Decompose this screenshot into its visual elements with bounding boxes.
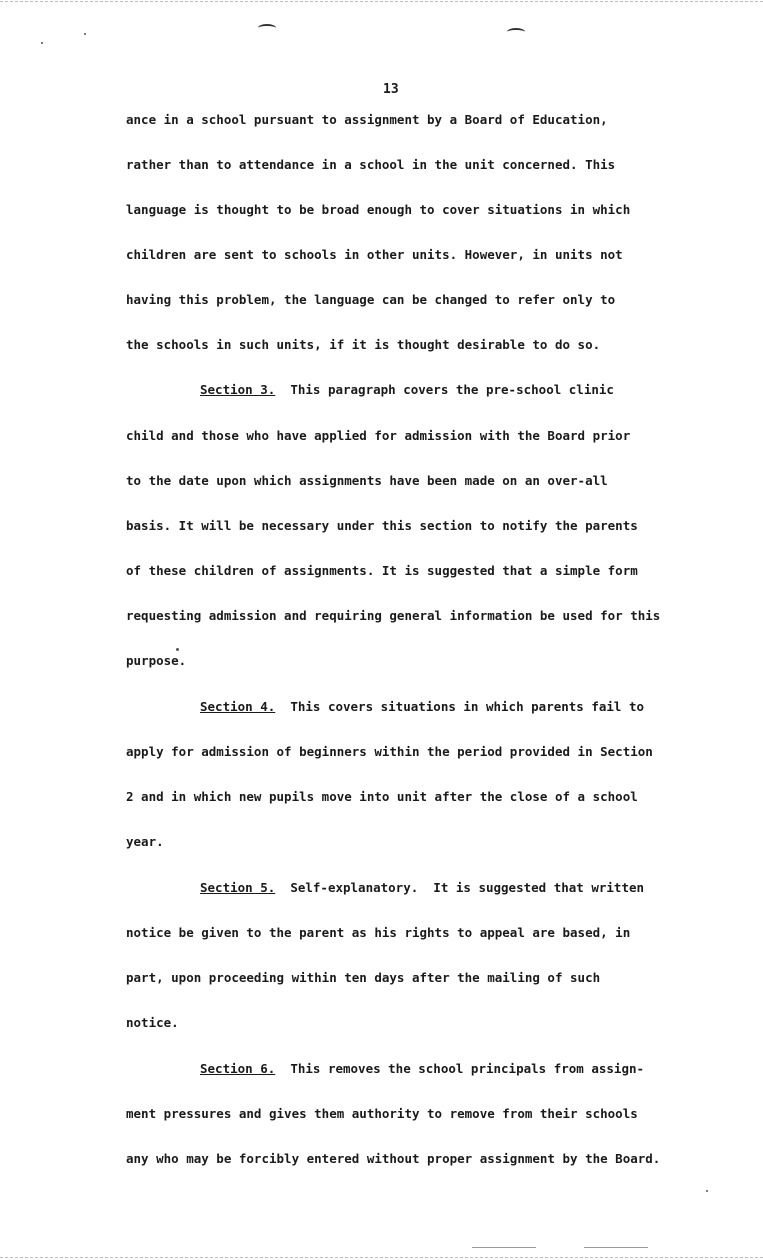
section-5-first-line	[200, 880, 644, 895]
text-line: requesting admission and requiring general information be used for this	[126, 608, 661, 623]
section-text: This paragraph covers the pre-school clinic	[275, 382, 614, 397]
page-bottom-edge	[0, 1257, 763, 1258]
speck-mark	[706, 1190, 708, 1192]
section-text: This removes the school principals from assign-	[275, 1061, 645, 1076]
text-line: of these children of assignments. It is suggested that a simple form	[126, 563, 638, 578]
section-4-first-line	[200, 699, 644, 714]
text-line: apply for admission of beginners within the period provided in Section	[126, 744, 653, 759]
section-text: Self-explanatory. It is suggested that written	[275, 880, 645, 895]
text-line: year.	[126, 834, 164, 849]
footer-rule	[584, 1247, 648, 1248]
section-heading: Section 3.	[200, 382, 276, 397]
text-line: ment pressures and gives them authority to remove from their schools	[126, 1106, 638, 1121]
text-line: to the date upon which assignments have been made on an over-all	[126, 473, 608, 488]
text-line: the schools in such units, if it is thought desirable to do so.	[126, 337, 601, 352]
text-line: ance in a school pursuant to assignment by a Board of Education,	[126, 112, 608, 127]
section-heading: Section 4.	[200, 699, 276, 714]
page-top-edge	[0, 1, 763, 2]
text-line: child and those who have applied for admission with the Board prior	[126, 428, 631, 443]
text-line: purpose.	[126, 653, 187, 668]
speck-mark	[84, 33, 86, 35]
text-line: children are sent to schools in other units. However, in units not	[126, 247, 623, 262]
section-6-first-line	[200, 1061, 644, 1076]
page-number: 13	[383, 82, 399, 97]
text-line: any who may be forcibly entered without proper assignment by the Board.	[126, 1151, 661, 1166]
section-text: This covers situations in which parents fail to	[275, 699, 645, 714]
speck-mark	[41, 42, 43, 44]
text-line: basis. It will be necessary under this section to notify the parents	[126, 518, 638, 533]
speck-mark	[176, 648, 179, 651]
section-heading: Section 6.	[200, 1061, 276, 1076]
text-line: language is thought to be broad enough to cover situations in which	[126, 202, 631, 217]
section-3-first-line	[200, 382, 614, 397]
text-line: 2 and in which new pupils move into unit after the close of a school	[126, 789, 638, 804]
text-line: having this problem, the language can be changed to refer only to	[126, 292, 616, 307]
text-line: notice be given to the parent as his rights to appeal are based, in	[126, 925, 631, 940]
punch-mark-right	[507, 28, 525, 36]
section-heading: Section 5.	[200, 880, 276, 895]
text-line: rather than to attendance in a school in the unit concerned. This	[126, 157, 616, 172]
text-line: notice.	[126, 1015, 179, 1030]
punch-mark-left	[258, 24, 276, 32]
text-line: part, upon proceeding within ten days after the mailing of such	[126, 970, 601, 985]
footer-rule	[472, 1247, 536, 1248]
